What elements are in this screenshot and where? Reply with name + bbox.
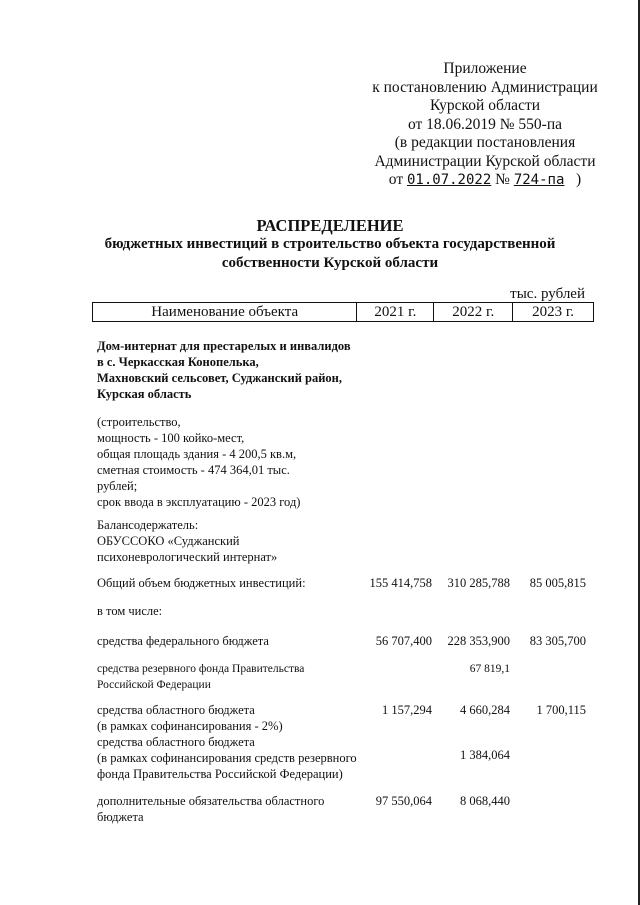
header-year-2023: 2023 г. — [512, 303, 593, 321]
details-line: (строительство, — [97, 415, 181, 429]
row-label: средства областного бюджета — [97, 735, 255, 749]
holder-line: ОБУССОКО «Суджанский — [97, 534, 240, 548]
title-main: РАСПРЕДЕЛЕНИЕ — [256, 216, 404, 235]
number-prefix: № — [495, 171, 510, 188]
title-subtitle: бюджетных инвестиций в строительство объекта государственной — [104, 236, 556, 252]
row-label: фонда Правительства Российской Федерации) — [97, 767, 343, 781]
value-2021: 56 707,400 — [375, 634, 432, 648]
value-2021: 1 157,294 — [382, 703, 432, 717]
object-name-line: в с. Черкасская Конопелька, — [97, 355, 259, 369]
value-2022: 8 068,440 — [460, 794, 510, 808]
table-header — [92, 302, 594, 322]
amendment-date: 01.07.2022 — [406, 172, 492, 188]
object-name — [97, 338, 351, 402]
holder-line: Балансодержатель: — [97, 518, 199, 532]
amendment-date-line — [360, 171, 610, 190]
row-label: средства федерального бюджета — [97, 634, 269, 648]
appendix-header — [360, 60, 610, 190]
row-label: (в рамках софинансирования - 2%) — [97, 719, 283, 733]
units-label: тыс. рублей — [510, 286, 585, 302]
details-line: сметная стоимость - 474 364,01 тыс. — [97, 463, 290, 477]
closing-bracket: ) — [576, 171, 582, 188]
row-label: бюджета — [97, 810, 144, 824]
details-line: мощность - 100 койко-мест, — [97, 431, 245, 445]
row-label: Российской Федерации — [97, 679, 211, 691]
row-label: в том числе: — [97, 604, 163, 618]
object-name-line: Махновский сельсовет, Суджанский район, — [97, 371, 343, 385]
date-prefix: от — [388, 171, 404, 188]
document-title — [80, 216, 580, 273]
object-details — [97, 414, 300, 510]
value-2023: 1 700,115 — [536, 703, 586, 717]
appendix-line: Курской области — [429, 97, 541, 114]
details-line: общая площадь здания - 4 200,5 кв.м, — [97, 447, 297, 461]
appendix-line: Администрации Курской области — [374, 152, 596, 170]
header-year-2021: 2021 г. — [356, 303, 433, 321]
value-2022: 310 285,788 — [447, 576, 510, 590]
holder-line: психоневрологический интернат» — [97, 550, 278, 564]
details-line: рублей; — [97, 479, 138, 493]
row-label: средства резервного фонда Правительства — [97, 663, 305, 675]
title-subtitle: собственности Курской области — [221, 255, 439, 271]
value-2022: 67 819,1 — [469, 663, 510, 675]
value-2022: 228 353,900 — [447, 634, 510, 648]
value-2021: 97 550,064 — [375, 794, 432, 808]
appendix-line: Приложение — [443, 60, 527, 77]
value-2023: 83 305,700 — [529, 634, 586, 648]
appendix-line: к постановлению Администрации — [372, 78, 598, 96]
value-2022: 4 660,284 — [460, 703, 510, 717]
row-label: (в рамках софинансирования средств резервного — [97, 751, 357, 765]
value-2023: 85 005,815 — [529, 576, 586, 590]
row-label: Общий объем бюджетных инвестиций: — [97, 576, 306, 590]
object-name-line: Курская область — [97, 387, 192, 401]
amendment-number: 724-па — [513, 172, 565, 188]
object-name-line: Дом-интернат для престарелых и инвалидов — [97, 339, 351, 353]
header-object-name: Наименование объекта — [151, 304, 299, 320]
row-label: дополнительные обязательства областного — [97, 794, 325, 808]
row-label: средства областного бюджета — [97, 703, 255, 717]
header-year-2022: 2022 г. — [433, 303, 512, 321]
value-2021: 155 414,758 — [369, 576, 432, 590]
details-line: срок ввода в эксплуатацию - 2023 год) — [97, 495, 301, 509]
appendix-line: от 18.06.2019 № 550-па — [407, 115, 563, 133]
balance-holder — [97, 517, 277, 565]
value-2022: 1 384,064 — [460, 748, 510, 762]
appendix-line: (в редакции постановления — [394, 134, 576, 151]
